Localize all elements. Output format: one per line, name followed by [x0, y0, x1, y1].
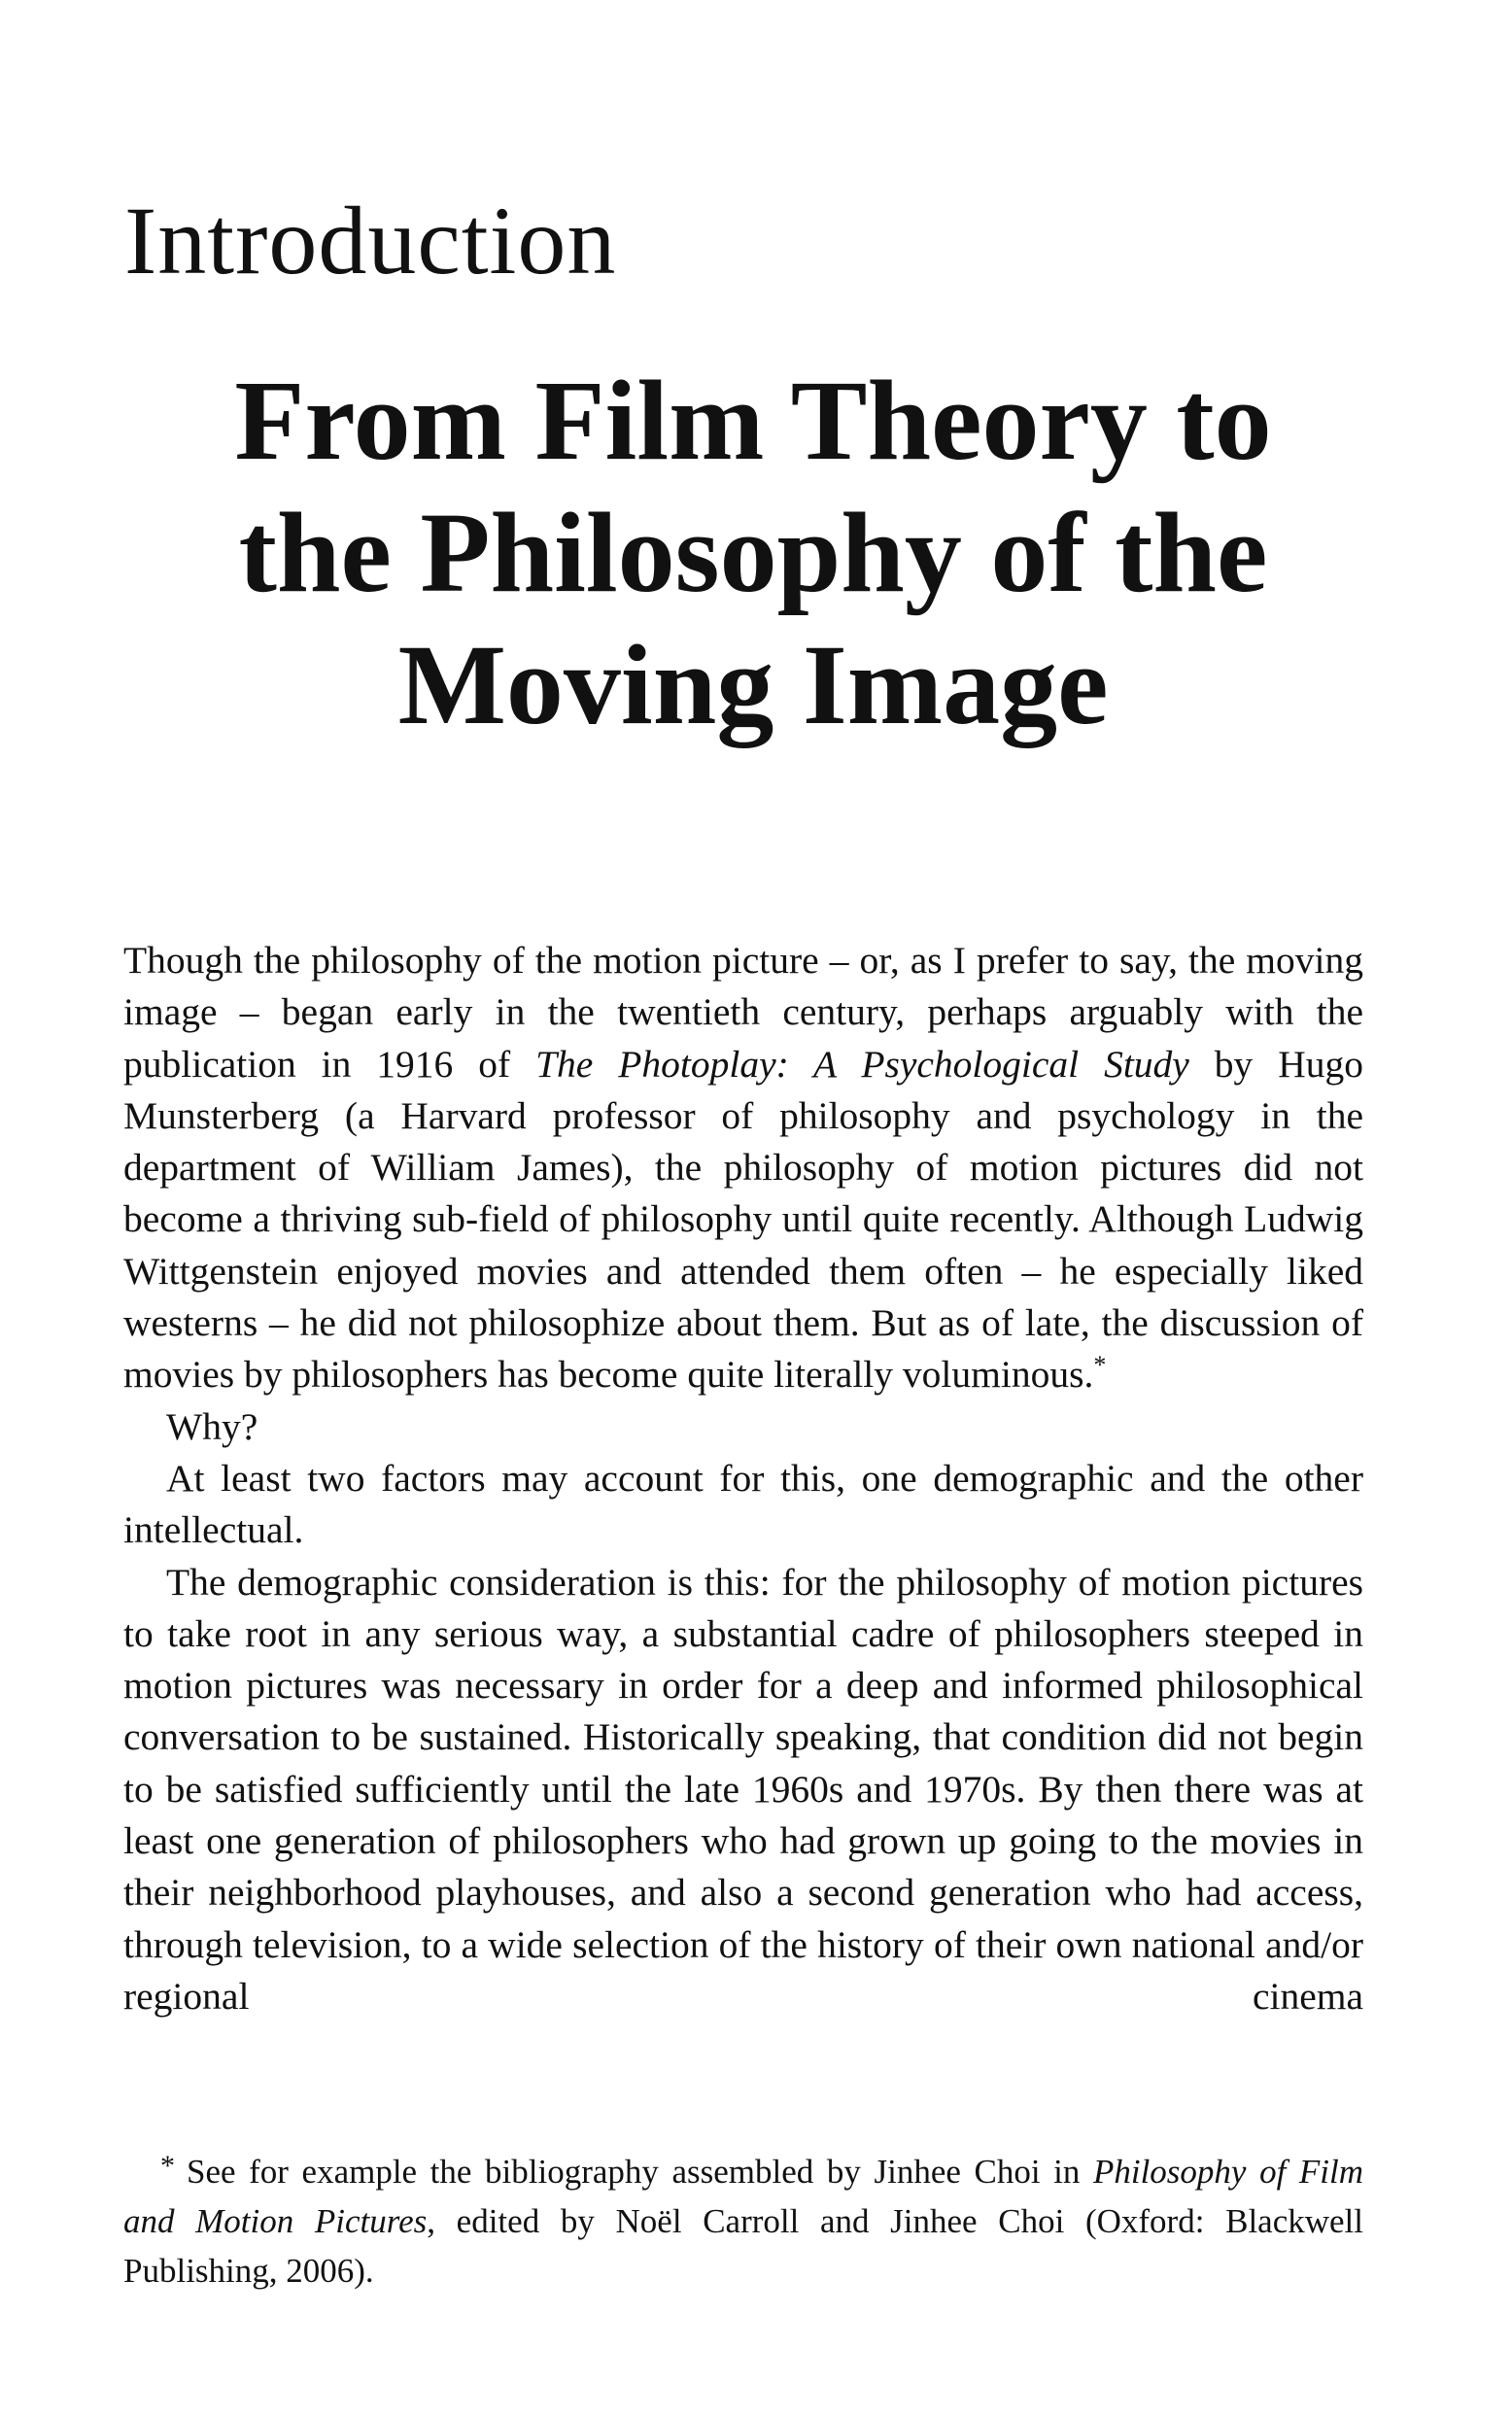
chapter-label: Introduction — [124, 187, 617, 294]
footnote-text-a: See for example the bibliography assembled by Jinhee Choi in — [187, 2153, 1093, 2191]
paragraph-1-text-b: by Hugo Munsterberg (a Harvard professor of philosophy and psychology in the department of William James), the philosophy of motion pictures did not become a thriving sub-field of philosophy until quite recently. Although Ludwig Wittgenstein enjoyed movies and attended them often – he especially liked westerns – he did not philosophize about them. But as of late, the discussion of movies by philosophers has become quite literally voluminous. — [123, 1042, 1363, 1397]
footnote-reference[interactable]: * — [1093, 1351, 1107, 1380]
paragraph-2: Why? — [166, 1404, 258, 1448]
chapter-title — [194, 355, 1312, 751]
footnote — [123, 2141, 1363, 2296]
book-title-philosophy-of-film: Philosophy of Film and Motion Pictures — [123, 2153, 1363, 2240]
paragraph-1-text-a: Though the philosophy of the motion picture – or, as I prefer to say, the moving image – began early in the twentieth century, perhaps arguably with the publication in 1916 of — [123, 939, 1363, 1086]
footnote-mark: * — [160, 2150, 175, 2182]
paragraph-1 — [123, 935, 1363, 1401]
chapter-title-line-3: Moving Image — [397, 621, 1109, 748]
paragraph-3: At least two factors may account for this, one demographic and the other intellectual. — [123, 1456, 1363, 1552]
body-text — [123, 935, 1363, 2022]
footnote-text-b: , edited by Noël Carroll and Jinhee Choi (Oxford: Blackwell Publishing, 2006). — [123, 2202, 1363, 2290]
book-title-photoplay: The Photoplay: A Psychological Study — [535, 1042, 1189, 1086]
chapter-title-line-2: the Philosophy of the — [238, 489, 1268, 616]
chapter-title-line-1: From Film Theory to — [234, 357, 1272, 484]
paragraph-4: The demographic consideration is this: for the philosophy of motion pictures to take root in any serious way, a substantial cadre of philosophers steeped in motion pictures was necessary in order for a deep and informed philosophical conversation to be sustained. Historically speaking, that condition did not begin to be satisfied sufficiently until the late 1960s and 1970s. By then there was at least one generation of philosophers who had grown up going to the movies in their neighborhood playhouses, and also a second generation who had access, through television, to a wide selection of the history of their own national and/or regional cinema — [123, 1560, 1363, 2018]
